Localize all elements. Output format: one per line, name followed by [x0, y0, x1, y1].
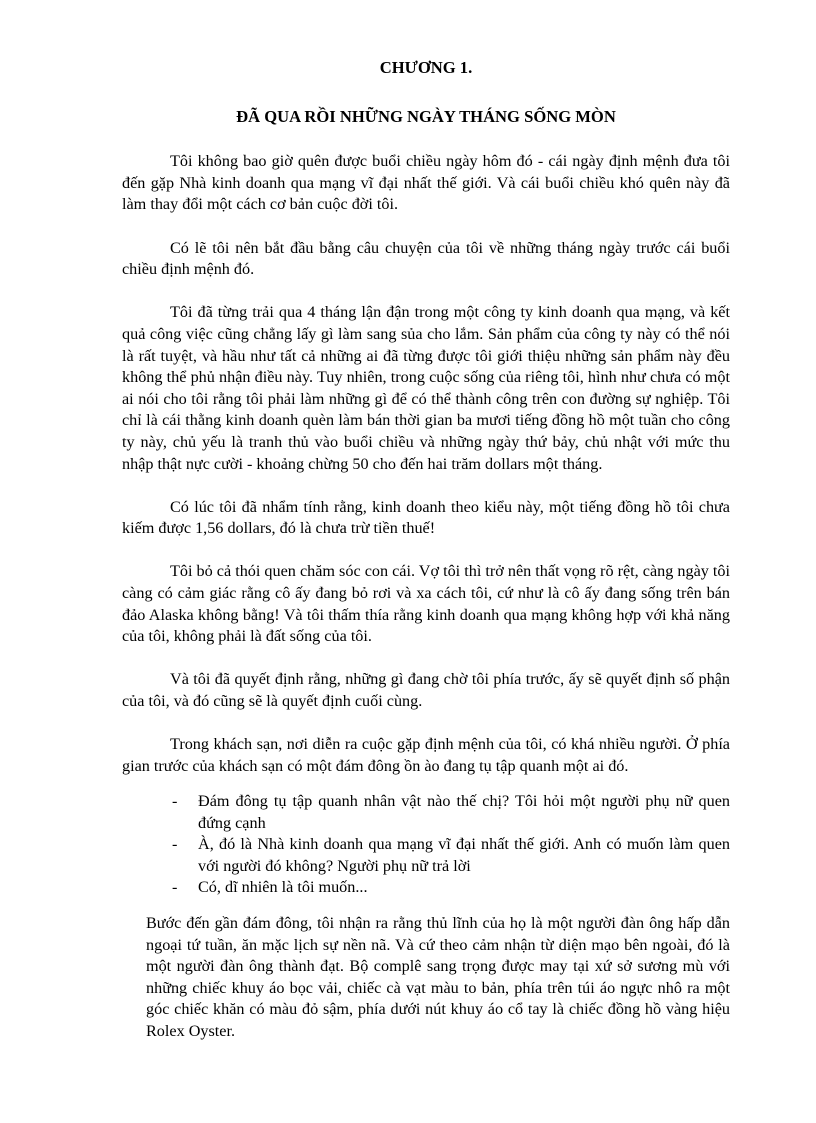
paragraph-6: Và tôi đã quyết định rằng, những gì đang chờ tôi phía trước, ấy sẽ quyết định số phận của tôi, và đó cũng sẽ là quyết định cuối cùng.	[122, 670, 730, 711]
dash-marker: -	[172, 792, 178, 810]
chapter-heading: CHƯƠNG 1.	[379, 58, 473, 77]
dialogue-line-3: Có, dĩ nhiên là tôi muốn...	[198, 878, 368, 897]
paragraph-7: Trong khách sạn, nơi diễn ra cuộc gặp định mệnh của tôi, có khá nhiều người. Ở phía gian trước của khách sạn có một đám đông ồn ào đang tụ tập quanh một ai đó.	[122, 735, 730, 775]
paragraph-5: Tôi bỏ cả thói quen chăm sóc con cái. Vợ tôi thì trở nên thất vọng rõ rệt, càng ngày tôi càng có cảm giác rằng cô ấy đang bỏ rơi và xa cách tôi, cứ như là cô ấy đang sống trên bán đảo Alaska không bằng! Và tôi thấm thía rằng kinh doanh qua mạng không hợp với khả năng của tôi, không phải là đất sống của tôi.	[122, 562, 730, 646]
dash-marker: -	[172, 835, 178, 854]
dialogue-line-1: Đám đông tụ tập quanh nhân vật nào thế chị? Tôi hỏi một người phụ nữ quen đứng cạnh	[198, 792, 730, 832]
paragraph-4: Có lúc tôi đã nhẩm tính rằng, kinh doanh theo kiểu này, một tiếng đồng hồ tôi chưa kiếm được 1,56 dollars, đó là chưa trừ tiền thuế!	[122, 497, 730, 538]
chapter-title: ĐÃ QUA RỒI NHỮNG NGÀY THÁNG SỐNG MÒN	[236, 106, 616, 126]
dialogue-item	[172, 834, 730, 877]
dash-marker: -	[172, 878, 178, 897]
closing-paragraph: Bước đến gần đám đông, tôi nhận ra rằng thủ lĩnh của họ là một người đàn ông hấp dẫn ngoại tứ tuần, ăn mặc lịch sự nền nã. Và cứ theo cảm nhận từ diện mạo bên ngoài, đó là một người đàn ông thành đạt. Bộ complê sang trọng được may tại xứ sở sương mù với những chiếc khuy áo bọc vải, chiếc cà vạt màu to bản, phía trên túi áo ngực nhô ra một góc chiếc khăn có màu đỏ sậm, phía dưới nút khuy áo cổ tay là chiếc đồng hồ vàng hiệu Rolex Oyster.	[146, 913, 730, 1040]
dialogue-line-2: À, đó là Nhà kinh doanh qua mạng vĩ đại nhất thế giới. Anh có muốn làm quen với người đó không? Người phụ nữ trả lời	[198, 835, 730, 875]
paragraph-2: Có lẽ tôi nên bắt đầu bằng câu chuyện của tôi về những tháng ngày trước cái buổi chiều định mệnh đó.	[122, 238, 730, 279]
paragraph-3: Tôi đã từng trải qua 4 tháng lận đận trong một công ty kinh doanh qua mạng, và kết quả công việc cũng chẳng lấy gì làm sang sủa cho lắm. Sản phẩm của công ty này có thể nói là rất tuyệt, và hầu như tất cả những ai đã từng được tôi giới thiệu những sản phẩm này đều không thể phủ nhận điều này. Tuy nhiên, trong cuộc sống của riêng tôi, hình như chưa có một ai nói cho tôi rằng tôi phải làm những gì để có thể thành công trên con đường sự nghiệp. Tôi chỉ là cái thằng kinh doanh quèn làm bán thời gian ba mươi tiếng đồng hồ một tuần cho công ty này, chủ yếu là tranh thủ vào buổi chiều và những ngày thứ bảy, chủ nhật với mức thu nhập thật nực cười - khoảng chừng 50 cho đến hai trăm dollars một tháng.	[122, 303, 730, 473]
dialogue-item	[172, 877, 730, 899]
paragraph-1: Tôi không bao giờ quên được buổi chiều ngày hôm đó - cái ngày định mệnh đưa tôi đến gặp Nhà kinh doanh qua mạng vĩ đại nhất thế giới. Và cái buổi chiều khó quên này đã làm thay đổi một cách cơ bản cuộc đời tôi.	[122, 152, 730, 214]
dialogue-list	[172, 791, 730, 899]
dialogue-item	[172, 791, 730, 834]
